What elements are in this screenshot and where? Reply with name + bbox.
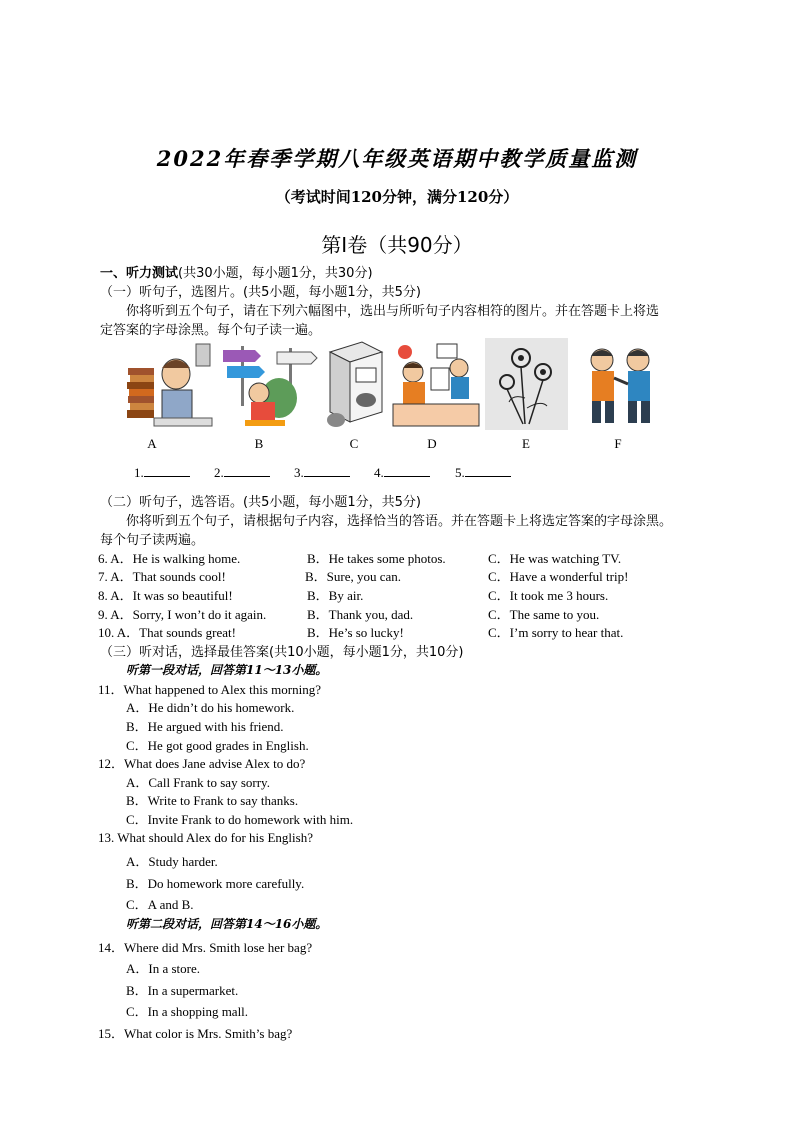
- q13-stem: 13. What should Alex do for his English?: [98, 830, 313, 845]
- picture-label-c: C: [349, 436, 359, 451]
- q14-option-c: C．In a shopping mall.: [126, 1004, 249, 1019]
- q8-option-c: C．It took me 3 hours.: [488, 588, 609, 603]
- flowers-icon: [485, 338, 568, 430]
- answer-blank-number: 1.: [134, 465, 144, 480]
- q6-option-b: B．He takes some photos.: [307, 551, 446, 566]
- q14-option-b: B．In a supermarket.: [126, 983, 239, 998]
- part1-instruction-line2: 定答案的字母涂黑。每个句子读一遍。: [100, 323, 322, 338]
- picture-label-f: F: [614, 436, 622, 451]
- answer-blank-number: 3.: [294, 465, 304, 480]
- q12-option-c: C．Invite Frank to do homework with him.: [126, 812, 354, 827]
- q8-option-a: 8. A．It was so beautiful!: [98, 588, 233, 603]
- part2-instruction-line1: 你将听到五个句子，请根据句子内容，选择恰当的答语。并在答题卡上将选定答案的字母涂黑。: [126, 514, 673, 529]
- dialogue1-hint: 听第一段对话，回答第11～13小题。: [126, 663, 328, 677]
- q14-option-a: A．In a store.: [126, 961, 201, 976]
- milk-carton-icon: [322, 338, 386, 430]
- part2-heading: （二）听句子，选答语。(共5小题，每小题1分，共5分): [100, 495, 421, 510]
- answer-blank-2[interactable]: [214, 464, 270, 481]
- answer-blank-1[interactable]: [134, 464, 190, 481]
- picture-label-e: E: [522, 436, 530, 451]
- q12-option-a: A．Call Frank to say sorry.: [126, 775, 270, 790]
- part2-instruction-line2: 每个句子读两遍。: [100, 533, 205, 548]
- exam-subtitle: （考试时间120分钟，满分120分）: [275, 188, 519, 206]
- answer-blank-number: 4.: [374, 465, 384, 480]
- q11-stem: 11．What happened to Alex this morning?: [98, 682, 321, 697]
- q15-stem: 15．What color is Mrs. Smith’s bag?: [98, 1026, 293, 1041]
- q9-option-a: 9. A．Sorry, I won’t do it again.: [98, 607, 267, 622]
- two-boys-arguing-icon: [572, 338, 669, 430]
- part1-heading: （一）听句子，选图片。(共5小题，每小题1分，共5分): [100, 285, 421, 300]
- dialogue2-hint: 听第二段对话，回答第14～16小题。: [126, 917, 328, 931]
- volume-heading: 第Ⅰ卷（共90分）: [321, 233, 473, 257]
- q7-option-c: C．Have a wonderful trip!: [488, 569, 629, 584]
- q6-option-c: C．He was watching TV.: [488, 551, 622, 566]
- picture-label-d: D: [427, 436, 437, 451]
- q12-stem: 12．What does Jane advise Alex to do?: [98, 756, 306, 771]
- people-at-desk-icon: [391, 338, 480, 430]
- q6-option-a: 6. A．He is walking home.: [98, 551, 241, 566]
- q10-option-c: C．I’m sorry to hear that.: [488, 625, 624, 640]
- q13-option-a: A．Study harder.: [126, 854, 218, 869]
- section1-heading-bold: 一、听力测试: [100, 266, 179, 281]
- q12-option-b: B．Write to Frank to say thanks.: [126, 793, 299, 808]
- q8-option-b: B．By air.: [307, 588, 364, 603]
- q9-option-b: B．Thank you, dad.: [307, 607, 414, 622]
- q10-option-b: B．He’s so lucky!: [307, 625, 404, 640]
- q7-option-a: 7. A．That sounds cool!: [98, 569, 226, 584]
- answer-blank-4[interactable]: [374, 464, 430, 481]
- q9-option-c: C．The same to you.: [488, 607, 600, 622]
- picture-label-a: A: [147, 436, 157, 451]
- q7-option-b: B．Sure, you can.: [305, 569, 402, 584]
- q13-option-c: C．A and B.: [126, 897, 194, 912]
- section1-heading: [100, 262, 373, 281]
- q10-option-a: 10. A．That sounds great!: [98, 625, 236, 640]
- part1-instruction-line1: 你将听到五个句子，请在下列六幅图中，选出与所听句子内容相符的图片。并在答题卡上将选: [126, 304, 660, 319]
- answer-blank-3[interactable]: [294, 464, 350, 481]
- picture-label-b: B: [254, 436, 264, 451]
- q14-stem: 14．Where did Mrs. Smith lose her bag?: [98, 940, 313, 955]
- answer-blank-5[interactable]: [455, 464, 511, 481]
- answer-blank-number: 5.: [455, 465, 465, 480]
- section1-heading-rest: (共30小题，每小题1分，共30分): [178, 266, 373, 281]
- tired-student-with-books-icon: [124, 338, 214, 430]
- q11-option-c: C．He got good grades in English.: [126, 738, 309, 753]
- lost-child-signposts-icon: [219, 338, 319, 430]
- q11-option-a: A．He didn’t do his homework.: [126, 700, 295, 715]
- answer-blank-number: 2.: [214, 465, 224, 480]
- q13-option-b: B．Do homework more carefully.: [126, 876, 305, 891]
- q11-option-b: B．He argued with his friend.: [126, 719, 284, 734]
- exam-title: 2022年春季学期八年级英语期中教学质量监测: [156, 146, 638, 171]
- part3-heading: （三）听对话，选择最佳答案(共10小题，每小题1分，共10分): [100, 645, 464, 660]
